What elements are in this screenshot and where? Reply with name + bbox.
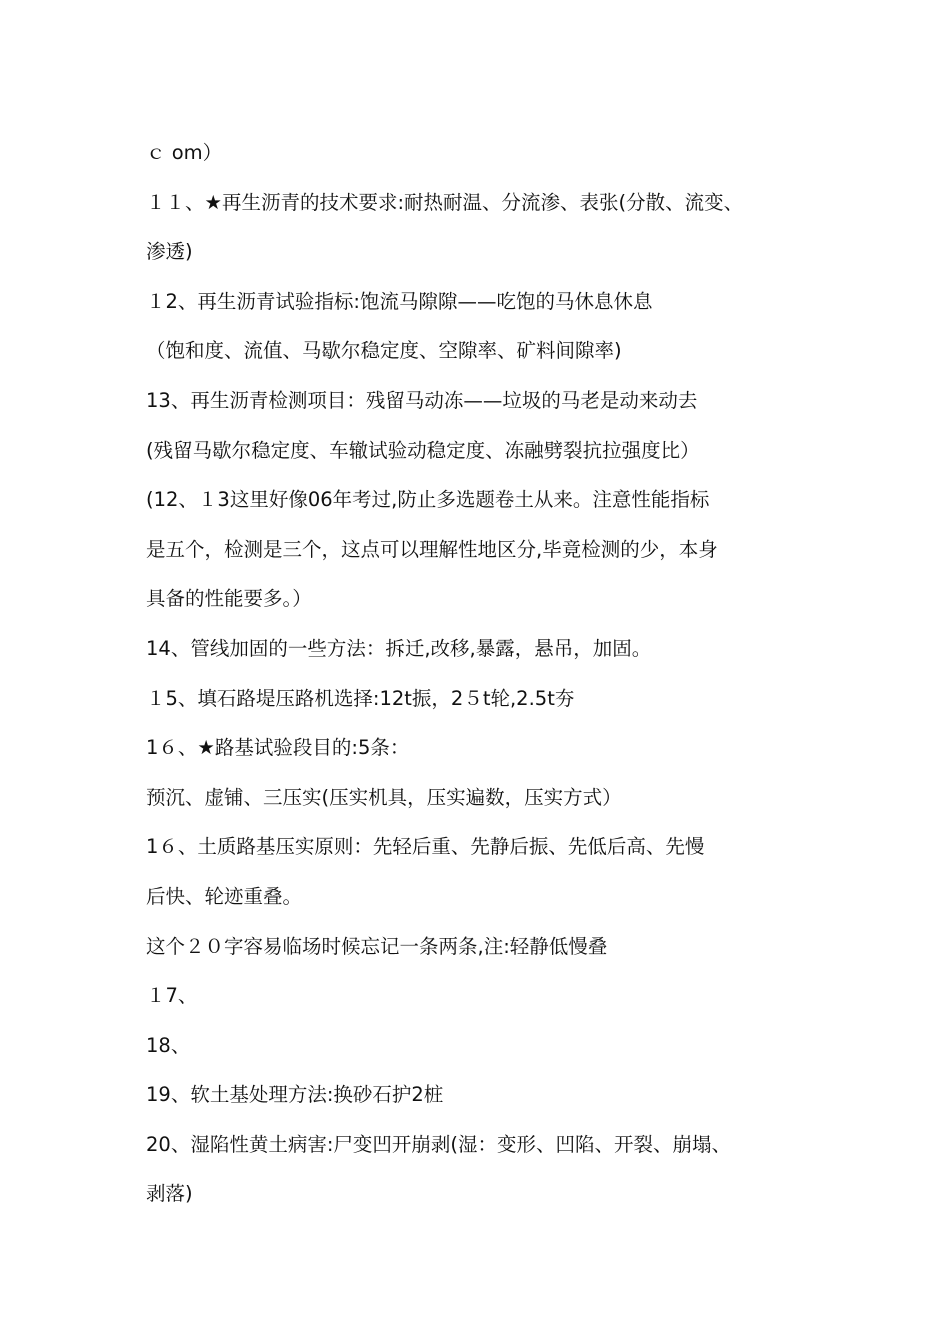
text-line: 18、 — [146, 1033, 191, 1057]
text-line: (残留马歇尔稳定度、车辙试验动稳定度、冻融劈裂抗拉强度比） — [146, 438, 700, 462]
text-line: １5、填石路堤压路机选择:12t振，2５t轮,2.5t夯 — [146, 686, 575, 710]
text-line: 1６、土质路基压实原则：先轻后重、先静后振、先低后高、先慢 — [146, 835, 705, 859]
text-line: 具备的性能要多。） — [146, 587, 312, 611]
text-line: 这个２０字容易临场时候忘记一条两条,注:轻静低慢叠 — [146, 934, 608, 958]
text-line: 14、管线加固的一些方法：拆迁,改移,暴露，悬吊，加固。 — [146, 636, 652, 660]
text-line: 1６、★路基试验段目的:5条： — [146, 736, 410, 760]
text-line: 20、湿陷性黄土病害:尸变凹开崩剥(湿：变形、凹陷、开裂、崩塌、 — [146, 1132, 731, 1156]
text-line: 13、再生沥青检测项目：残留马动冻——垃圾的马老是动来动去 — [146, 388, 698, 412]
text-line: １１、★再生沥青的技术要求:耐热耐温、分流渗、表张(分散、流变、 — [146, 190, 744, 214]
text-line: １7、 — [146, 984, 198, 1008]
text-line: 后快、轮迹重叠。 — [146, 884, 303, 908]
text-line: ｃ om） — [146, 141, 223, 164]
text-line: 19、软土基处理方法:换砂石护2桩 — [146, 1083, 444, 1107]
text-line: 预沉、虚铺、三压实(压实机具，压实遍数，压实方式） — [146, 785, 622, 809]
text-line: （饱和度、流值、马歇尔稳定度、空隙率、矿料间隙率) — [146, 339, 622, 363]
text-line: 渗透) — [146, 240, 193, 264]
text-line: (12、１3这里好像06年考过,防止多选题卷土从来。注意性能指标 — [146, 488, 710, 512]
text-line: 剥落) — [146, 1182, 193, 1206]
text-line: 是五个，检测是三个，这点可以理解性地区分,毕竟检测的少，本身 — [146, 537, 718, 561]
text-line: １2、再生沥青试验指标:饱流马隙隙——吃饱的马休息休息 — [146, 289, 653, 313]
document-body — [146, 128, 836, 1219]
